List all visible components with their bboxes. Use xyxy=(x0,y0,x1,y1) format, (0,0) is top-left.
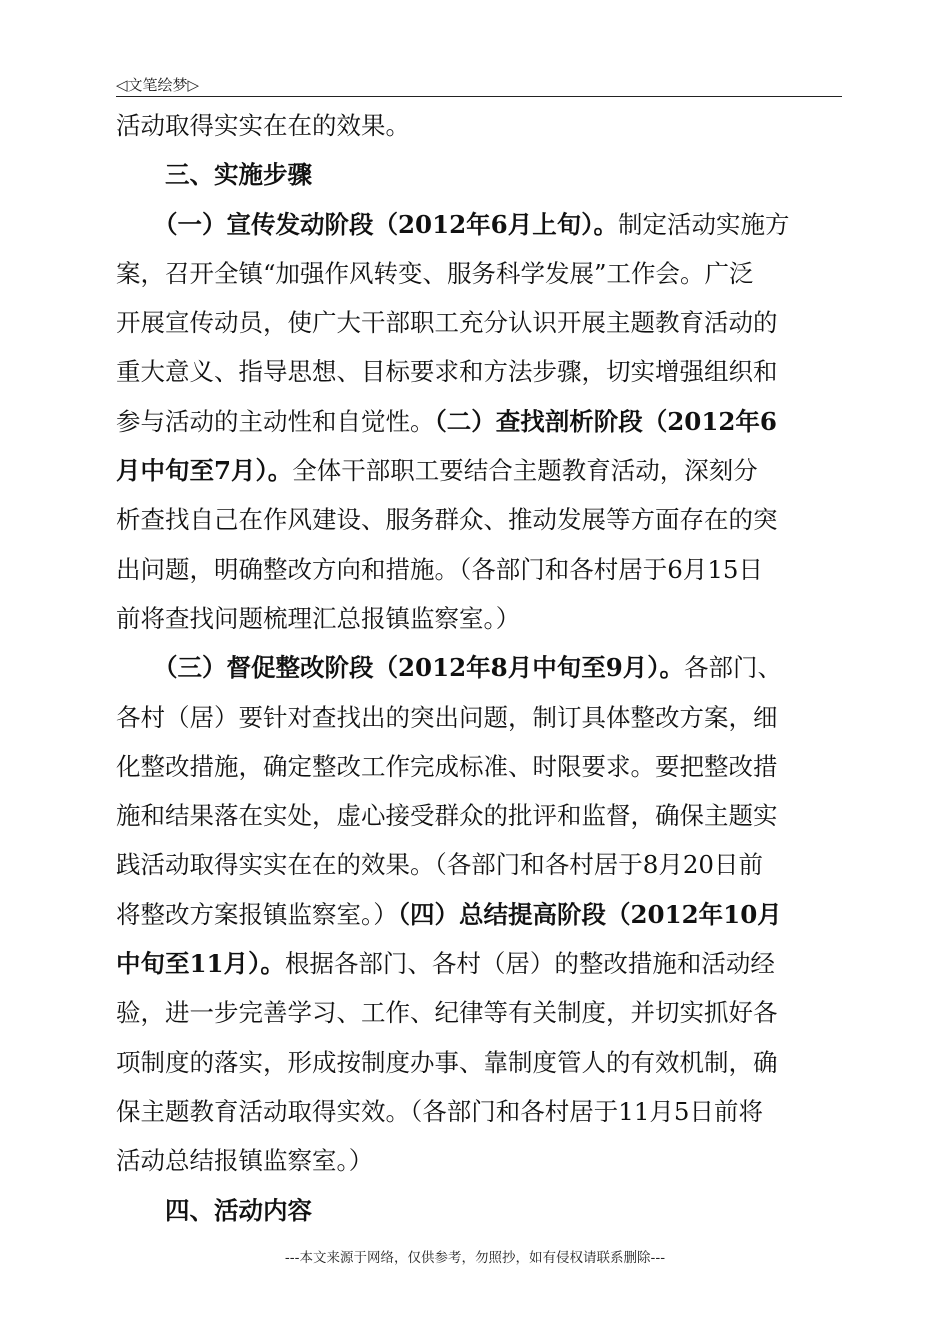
body-line: 案，召开全镇“加强作风转变、服务科学发展”工作会。广泛 xyxy=(116,258,754,288)
section-heading: 四、活动内容 xyxy=(165,1195,312,1225)
page-header xyxy=(116,70,842,97)
page-footer xyxy=(0,1246,950,1266)
body-line: 验，进一步完善学习、工作、纪律等有关制度，并切实抓好各 xyxy=(116,998,778,1028)
body-line: 前将查找问题梳理汇总报镇监察室。） xyxy=(116,603,521,633)
body-line: （三）督促整改阶段（2012年8月中旬至9月）。各部门、 xyxy=(153,653,783,683)
body-line: （一）宣传发动阶段（2012年6月上旬）。制定活动实施方 xyxy=(153,209,790,239)
body-line: 项制度的落实，形成按制度办事、靠制度管人的有效机制，确 xyxy=(116,1047,778,1077)
body-line: 参与活动的主动性和自觉性。（二）查找剖析阶段（2012年6 xyxy=(116,406,777,436)
header-text: ◁文笔绘梦▷ xyxy=(116,76,200,94)
body-line: 出问题，明确整改方向和措施。（各部门和各村居于6月15日 xyxy=(116,554,764,584)
body-line: 将整改方案报镇监察室。）（四）总结提高阶段（2012年10月 xyxy=(116,899,782,929)
body-line: 施和结果落在实处，虚心接受群众的批评和监督，确保主题实 xyxy=(116,801,778,831)
footer-text: ---本文来源于网络，仅供参考，勿照抄，如有侵权请联系删除--- xyxy=(284,1250,666,1266)
section-heading: 三、实施步骤 xyxy=(165,160,312,190)
body-line: 中旬至11月）。根据各部门、各村（居）的整改措施和活动经 xyxy=(116,949,775,979)
body-line: 月中旬至7月）。全体干部职工要结合主题教育活动，深刻分 xyxy=(116,456,758,486)
body-line: 开展宣传动员，使广大干部职工充分认识开展主题教育活动的 xyxy=(116,308,778,338)
body-line: 化整改措施，确定整改工作完成标准、时限要求。要把整改措 xyxy=(116,751,778,781)
body-line: 重大意义、指导思想、目标要求和方法步骤，切实增强组织和 xyxy=(116,357,778,387)
body-line: 活动总结报镇监察室。） xyxy=(116,1146,374,1176)
body-line: 析查找自己在作风建设、服务群众、推动发展等方面存在的突 xyxy=(116,505,778,535)
body-line: 践活动取得实实在在的效果。（各部门和各村居于8月20日前 xyxy=(116,850,764,880)
body-line: 保主题教育活动取得实效。（各部门和各村居于11月5日前将 xyxy=(116,1096,764,1126)
document-body xyxy=(116,101,844,1235)
body-line: 各村（居）要针对查找出的突出问题，制订具体整改方案，细 xyxy=(116,702,778,732)
body-line: 活动取得实实在在的效果。 xyxy=(116,111,410,140)
